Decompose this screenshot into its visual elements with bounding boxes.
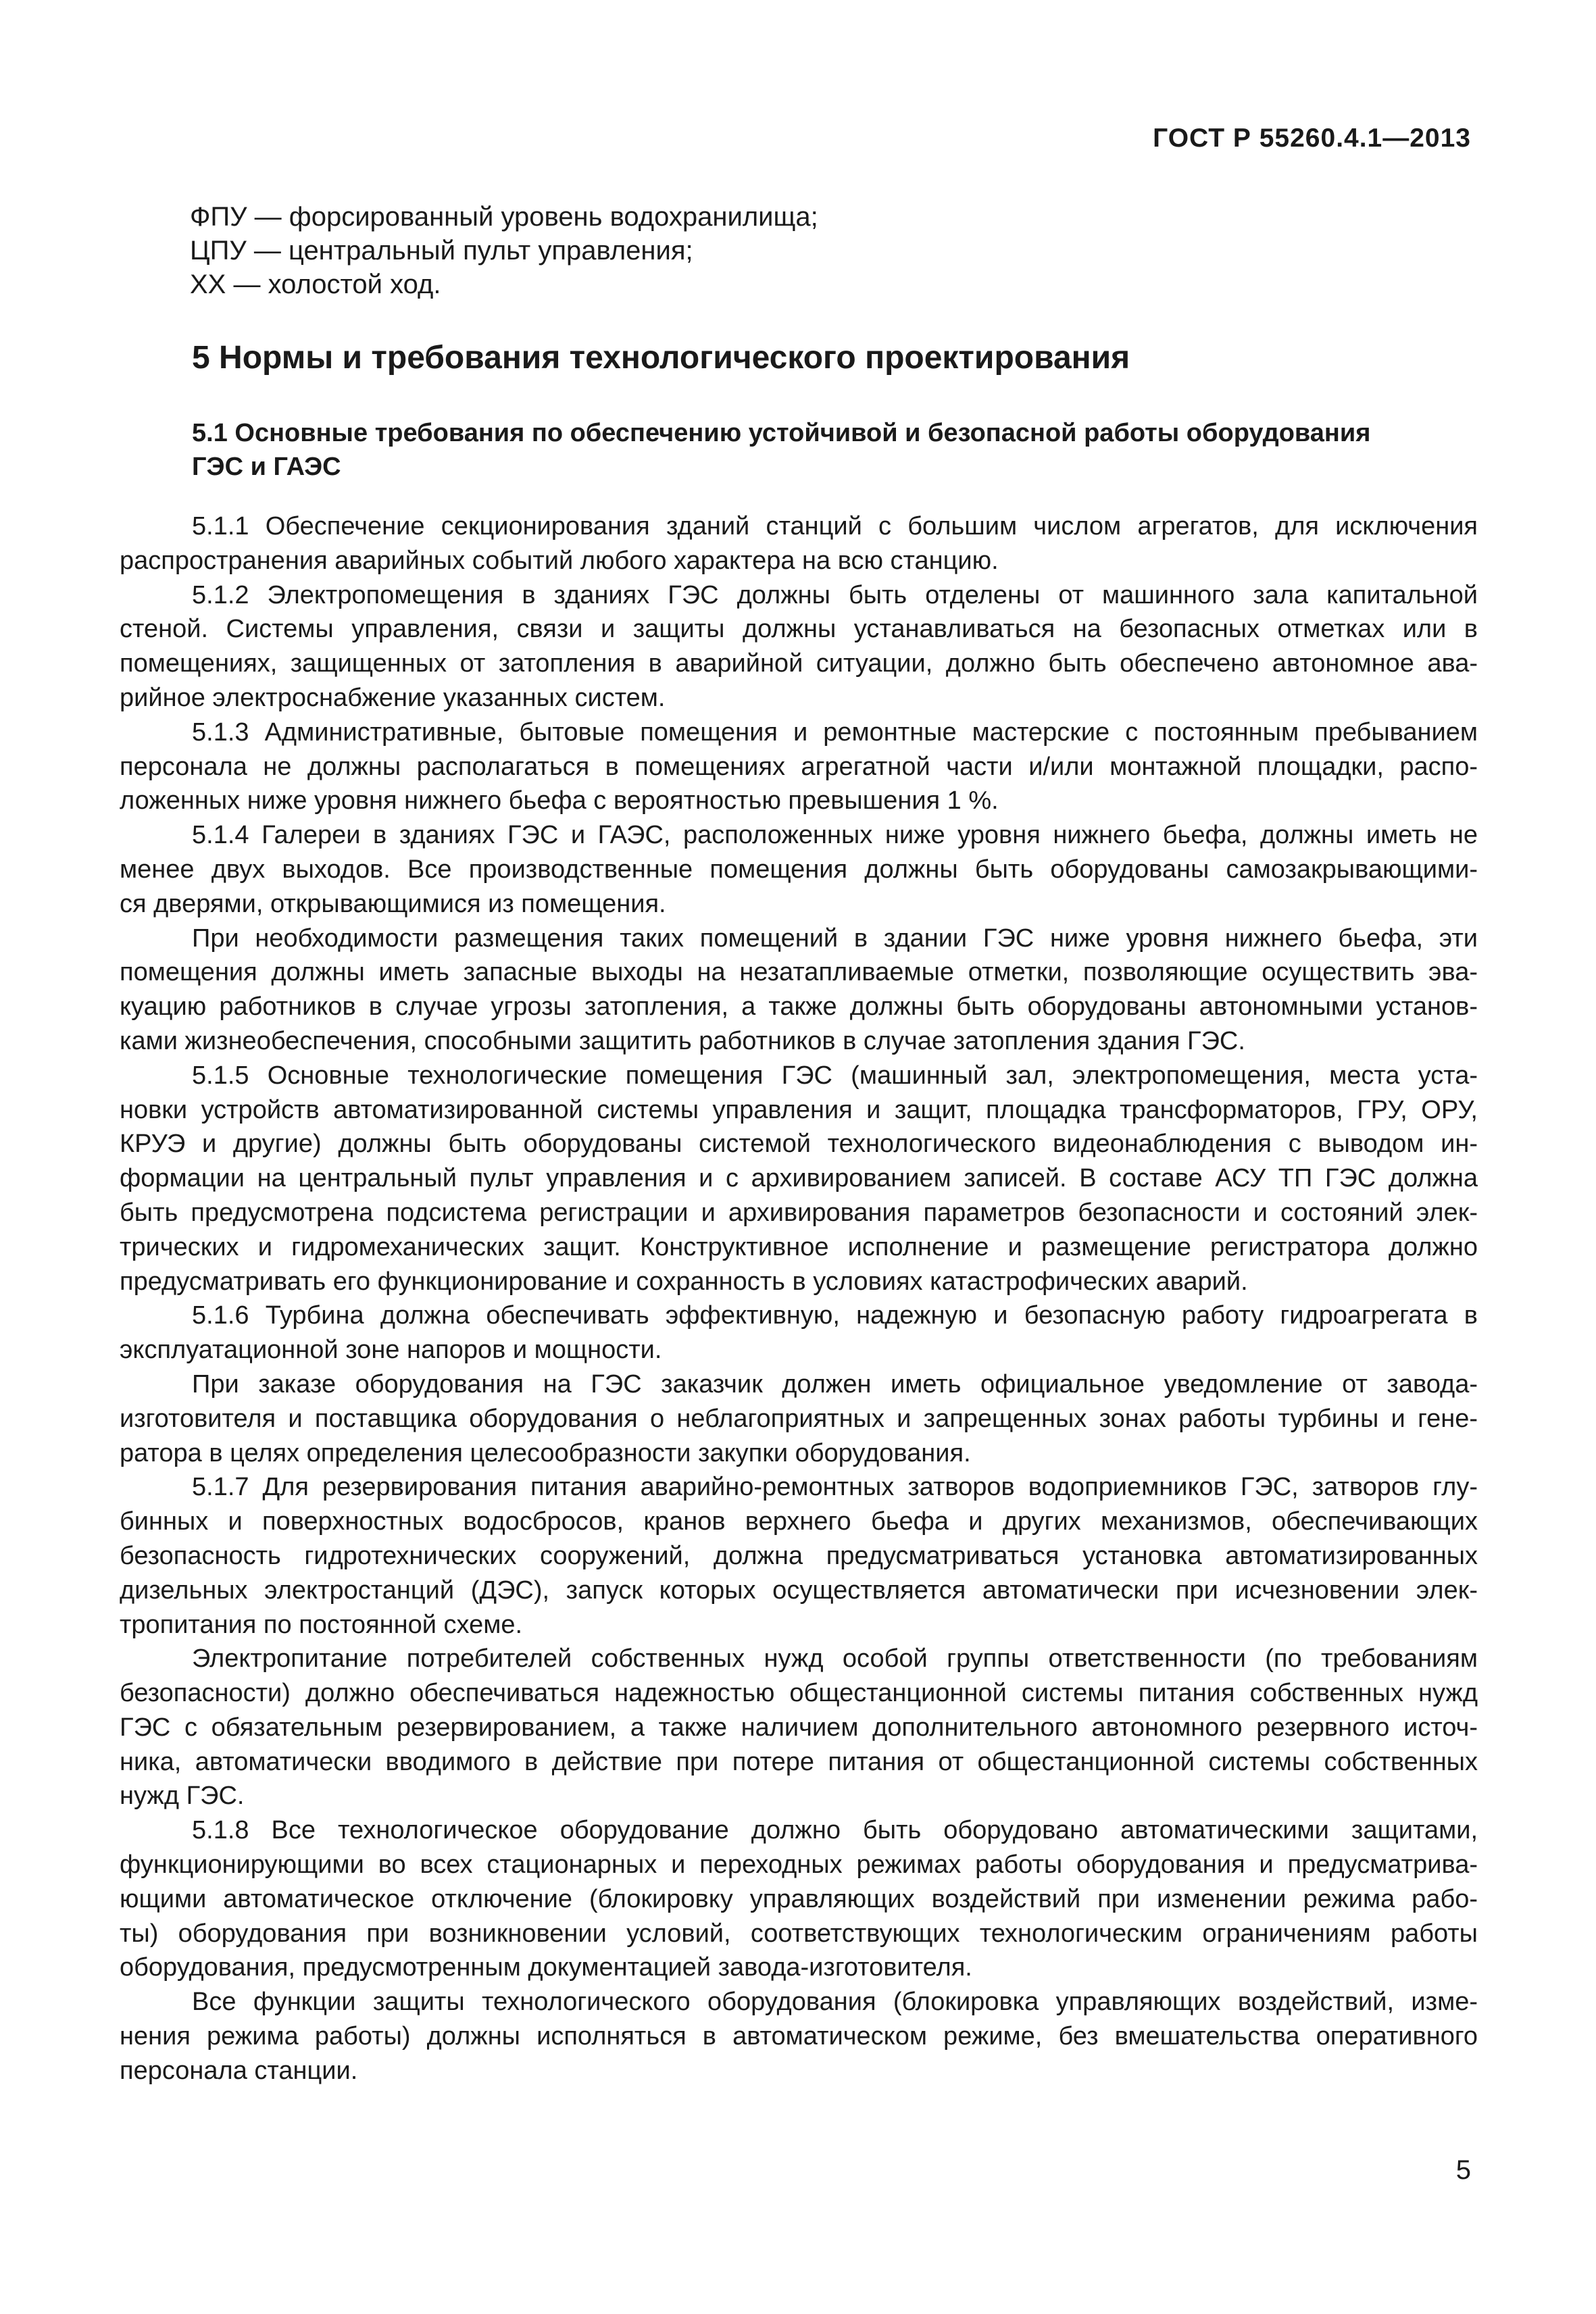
- paragraph-line: КРУЭ и другие) должны быть оборудованы системой технологического видеонаблюдения с выводом ин-: [120, 1130, 1478, 1159]
- paragraph: [120, 1059, 1478, 1299]
- paragraph-line: 5.1.8 Все технологическое оборудование должно быть оборудовано автоматическими защитами,: [192, 1816, 1478, 1845]
- standard-code-header: ГОСТ Р 55260.4.1—2013: [1153, 124, 1471, 153]
- paragraph-line: новки устройств автоматизированной системы управления и защит, площадка трансформаторов, ГРУ, ОРУ,: [120, 1095, 1478, 1124]
- abbreviation-item: ФПУ — форсированный уровень водохранилища;: [190, 202, 818, 232]
- paragraph-line: ющими автоматическое отключение (блокировку управляющих воздействий при изменении режима рабо-: [120, 1884, 1478, 1913]
- paragraph-line: изготовителя и поставщика оборудования о неблагоприятных и запрещенных зонах работы турбины и гене-: [120, 1404, 1478, 1433]
- paragraph-line: персонала станции.: [120, 2056, 358, 2085]
- subsection-title-line: 5.1 Основные требования по обеспечению устойчивой и безопасной работы оборудования: [192, 419, 1371, 447]
- paragraph: [120, 715, 1478, 818]
- paragraph-line: бинных и поверхностных водосбросов, кранов верхнего бьефа и других механизмов, обеспечивающих: [120, 1507, 1478, 1536]
- paragraph: [120, 1642, 1478, 1813]
- paragraph-line: 5.1.6 Турбина должна обеспечивать эффективную, надежную и безопасную работу гидроагрегата в: [192, 1301, 1478, 1330]
- paragraph-line: быть предусмотрена подсистема регистрации и архивирования параметров безопасности и состояний элек-: [120, 1198, 1478, 1227]
- subsection-title: [120, 416, 1478, 484]
- paragraph-line: распространения аварийных событий любого характера на всю станцию.: [120, 546, 999, 575]
- paragraph: [120, 818, 1478, 921]
- paragraph-line: помещениях, защищенных от затопления в аварийной ситуации, должно быть обеспечено автономное ава-: [120, 649, 1478, 678]
- paragraph-line: ника, автоматически вводимого в действие при потере питания от общестанционной системы собственных: [120, 1747, 1478, 1776]
- page-number: 5: [1455, 2155, 1471, 2185]
- paragraph-line: тропитания по постоянной схеме.: [120, 1610, 523, 1639]
- paragraph-line: ся дверями, открывающимися из помещения.: [120, 889, 666, 918]
- paragraph-line: ратора в целях определения целесообразности закупки оборудования.: [120, 1438, 971, 1467]
- paragraph-line: нения режима работы) должны исполняться в автоматическом режиме, без вмешательства оперативного: [120, 2022, 1478, 2051]
- paragraph-line: ложенных ниже уровня нижнего бьефа с вероятностью превышения 1 %.: [120, 786, 999, 815]
- paragraph-line: оборудования, предусмотренным документацией завода-изготовителя.: [120, 1953, 972, 1982]
- paragraph-line: 5.1.4 Галереи в зданиях ГЭС и ГАЭС, расположенных ниже уровня нижнего бьефа, должны иметь не: [192, 821, 1478, 850]
- paragraph-line: ГЭС с обязательным резервированием, а также наличием дополнительного автономного резервного источ-: [120, 1713, 1478, 1742]
- paragraph-line: Электропитание потребителей собственных нужд особой группы ответственности (по требованиям: [192, 1644, 1478, 1674]
- paragraph-line: безопасность гидротехнических сооружений, должна предусматриваться установка автоматизированных: [120, 1541, 1478, 1570]
- paragraph-line: дизельных электростанций (ДЭС), запуск которых осуществляется автоматически при исчезновении элек-: [120, 1576, 1478, 1605]
- paragraph-line: При заказе оборудования на ГЭС заказчик должен иметь официальное уведомление от завода-: [192, 1369, 1478, 1399]
- paragraph-line: безопасности) должно обеспечиваться надежностью общестанционной системы питания собственных нужд: [120, 1679, 1478, 1708]
- paragraph-line: нужд ГЭС.: [120, 1782, 245, 1811]
- paragraph-line: менее двух выходов. Все производственные помещения должны быть оборудованы самозакрывающими-: [120, 855, 1478, 884]
- paragraph-line: ками жизнеобеспечения, способными защитить работников в случае затопления здания ГЭС.: [120, 1026, 1245, 1055]
- paragraph-line: эксплуатационной зоне напоров и мощности.: [120, 1336, 662, 1365]
- paragraph-line: 5.1.5 Основные технологические помещения ГЭС (машинный зал, электропомещения, места уста-: [192, 1061, 1478, 1090]
- paragraph-line: 5.1.7 Для резервирования питания аварийно-ремонтных затворов водоприемников ГЭС, затворов глу-: [192, 1473, 1478, 1502]
- subsection-title-line: ГЭС и ГАЭС: [192, 453, 341, 481]
- paragraph-line: трических и гидромеханических защит. Конструктивное исполнение и размещение регистратора должно: [120, 1232, 1478, 1261]
- paragraph-line: стеной. Системы управления, связи и защиты должны устанавливаться на безопасных отметках или в: [120, 615, 1478, 644]
- paragraph-line: рийное электроснабжение указанных систем.: [120, 683, 666, 712]
- paragraph-line: функционирующими во всех стационарных и переходных режимах работы оборудования и предусматрива-: [120, 1851, 1478, 1880]
- paragraph: [120, 1367, 1478, 1470]
- paragraph-line: предусматривать его функционирование и сохранность в условиях катастрофических аварий.: [120, 1267, 1248, 1296]
- paragraph: [120, 1985, 1478, 2088]
- paragraph-line: 5.1.1 Обеспечение секционирования зданий станций с большим числом агрегатов, для исключения: [192, 512, 1478, 540]
- page-content: [120, 200, 1478, 2088]
- paragraph-line: формации на центральный пульт управления и с архивированием записей. В составе АСУ ТП ГЭС должна: [120, 1164, 1478, 1193]
- section-title: 5 Нормы и требования технологического проектирования: [192, 340, 1130, 376]
- paragraph-line: 5.1.3 Административные, бытовые помещения и ремонтные мастерские с постоянным пребыванием: [192, 718, 1478, 747]
- abbreviation-item: ЦПУ — центральный пульт управления;: [190, 236, 693, 266]
- paragraph: [120, 509, 1478, 578]
- paragraph: [120, 578, 1478, 715]
- paragraph: [120, 922, 1478, 1059]
- paragraph-line: 5.1.2 Электропомещения в зданиях ГЭС должны быть отделены от машинного зала капитальной: [192, 580, 1478, 609]
- paragraph-line: При необходимости размещения таких помещений в здании ГЭС ниже уровня нижнего бьефа, эти: [192, 924, 1478, 953]
- paragraph: [120, 1813, 1478, 1985]
- paragraph-line: помещения должны иметь запасные выходы на незатапливаемые отметки, позволяющие осуществить эва-: [120, 958, 1478, 987]
- paragraph: [120, 1470, 1478, 1642]
- paragraph-line: ты) оборудования при возникновении условий, соответствующих технологическим ограничениям работы: [120, 1919, 1478, 1948]
- abbreviation-list: [120, 200, 1478, 301]
- paragraph-line: Все функции защиты технологического оборудования (блокировка управляющих воздействий, изме-: [192, 1988, 1478, 2017]
- abbreviation-item: ХХ — холостой ход.: [190, 270, 441, 299]
- paragraph-list: [120, 509, 1478, 2088]
- paragraph: [120, 1299, 1478, 1367]
- paragraph-line: персонала не должны располагаться в помещениях агрегатной части и/или монтажной площадки, распо-: [120, 752, 1478, 781]
- paragraph-line: куацию работников в случае угрозы затопления, а также должны быть оборудованы автономными установ-: [120, 992, 1478, 1022]
